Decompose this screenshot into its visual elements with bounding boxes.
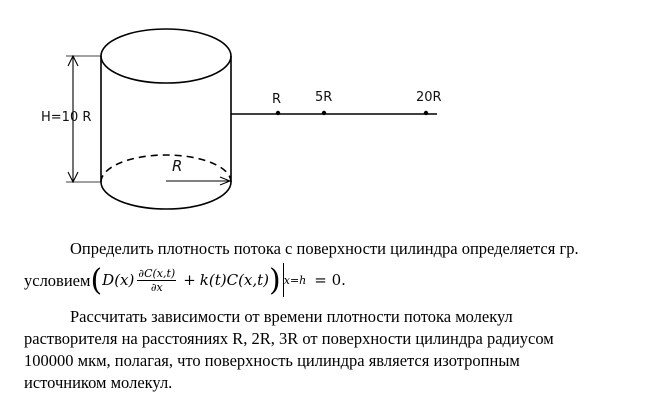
- axis-point-r: [276, 111, 280, 115]
- text-line-1: Определить плотность потока с поверхности цилиндра определяется гр.: [70, 239, 579, 258]
- bc-fraction: [137, 267, 176, 294]
- cylinder-bottom-front: [101, 182, 231, 209]
- text-line-4: растворителя на расстояниях R, 2R, 3R от поверхности цилиндра радиусом: [24, 329, 554, 348]
- axis-label-20r: 20R: [416, 90, 442, 105]
- axis-point-20r: [424, 111, 428, 115]
- axis-label-r: R: [272, 92, 282, 107]
- bc-equals: = 0.: [314, 270, 346, 289]
- text-line-6: источником молекул.: [24, 373, 173, 392]
- cylinder-bottom-back-dashed: [101, 155, 231, 182]
- bc-right-paren: ): [269, 262, 281, 298]
- bc-d-arg: (x): [114, 270, 135, 289]
- bc-plus: +: [183, 270, 196, 289]
- radius-label: R: [172, 157, 183, 175]
- bc-left-paren: (: [90, 262, 103, 298]
- bc-subscript: x=h: [283, 273, 307, 287]
- height-label: H=10 R: [41, 110, 92, 125]
- cylinder-top-ellipse: [101, 29, 231, 83]
- bc-frac-num: ∂C(x,t): [138, 266, 176, 280]
- axis-point-5r: [322, 111, 326, 115]
- bc-k-term: k(t)C(x,t): [199, 270, 270, 289]
- bc-d: D: [102, 270, 115, 289]
- text-line-3: Рассчитать зависимости от времени плотности потока молекул: [70, 307, 513, 326]
- text-line-5: 100000 мкм, полагая, что поверхность цилиндра является изотропным: [24, 351, 520, 370]
- axis-label-5r: 5R: [315, 90, 333, 105]
- boundary-condition-line: [24, 258, 346, 302]
- bc-frac-den: ∂x: [150, 280, 163, 294]
- bc-prefix: условием: [24, 270, 91, 290]
